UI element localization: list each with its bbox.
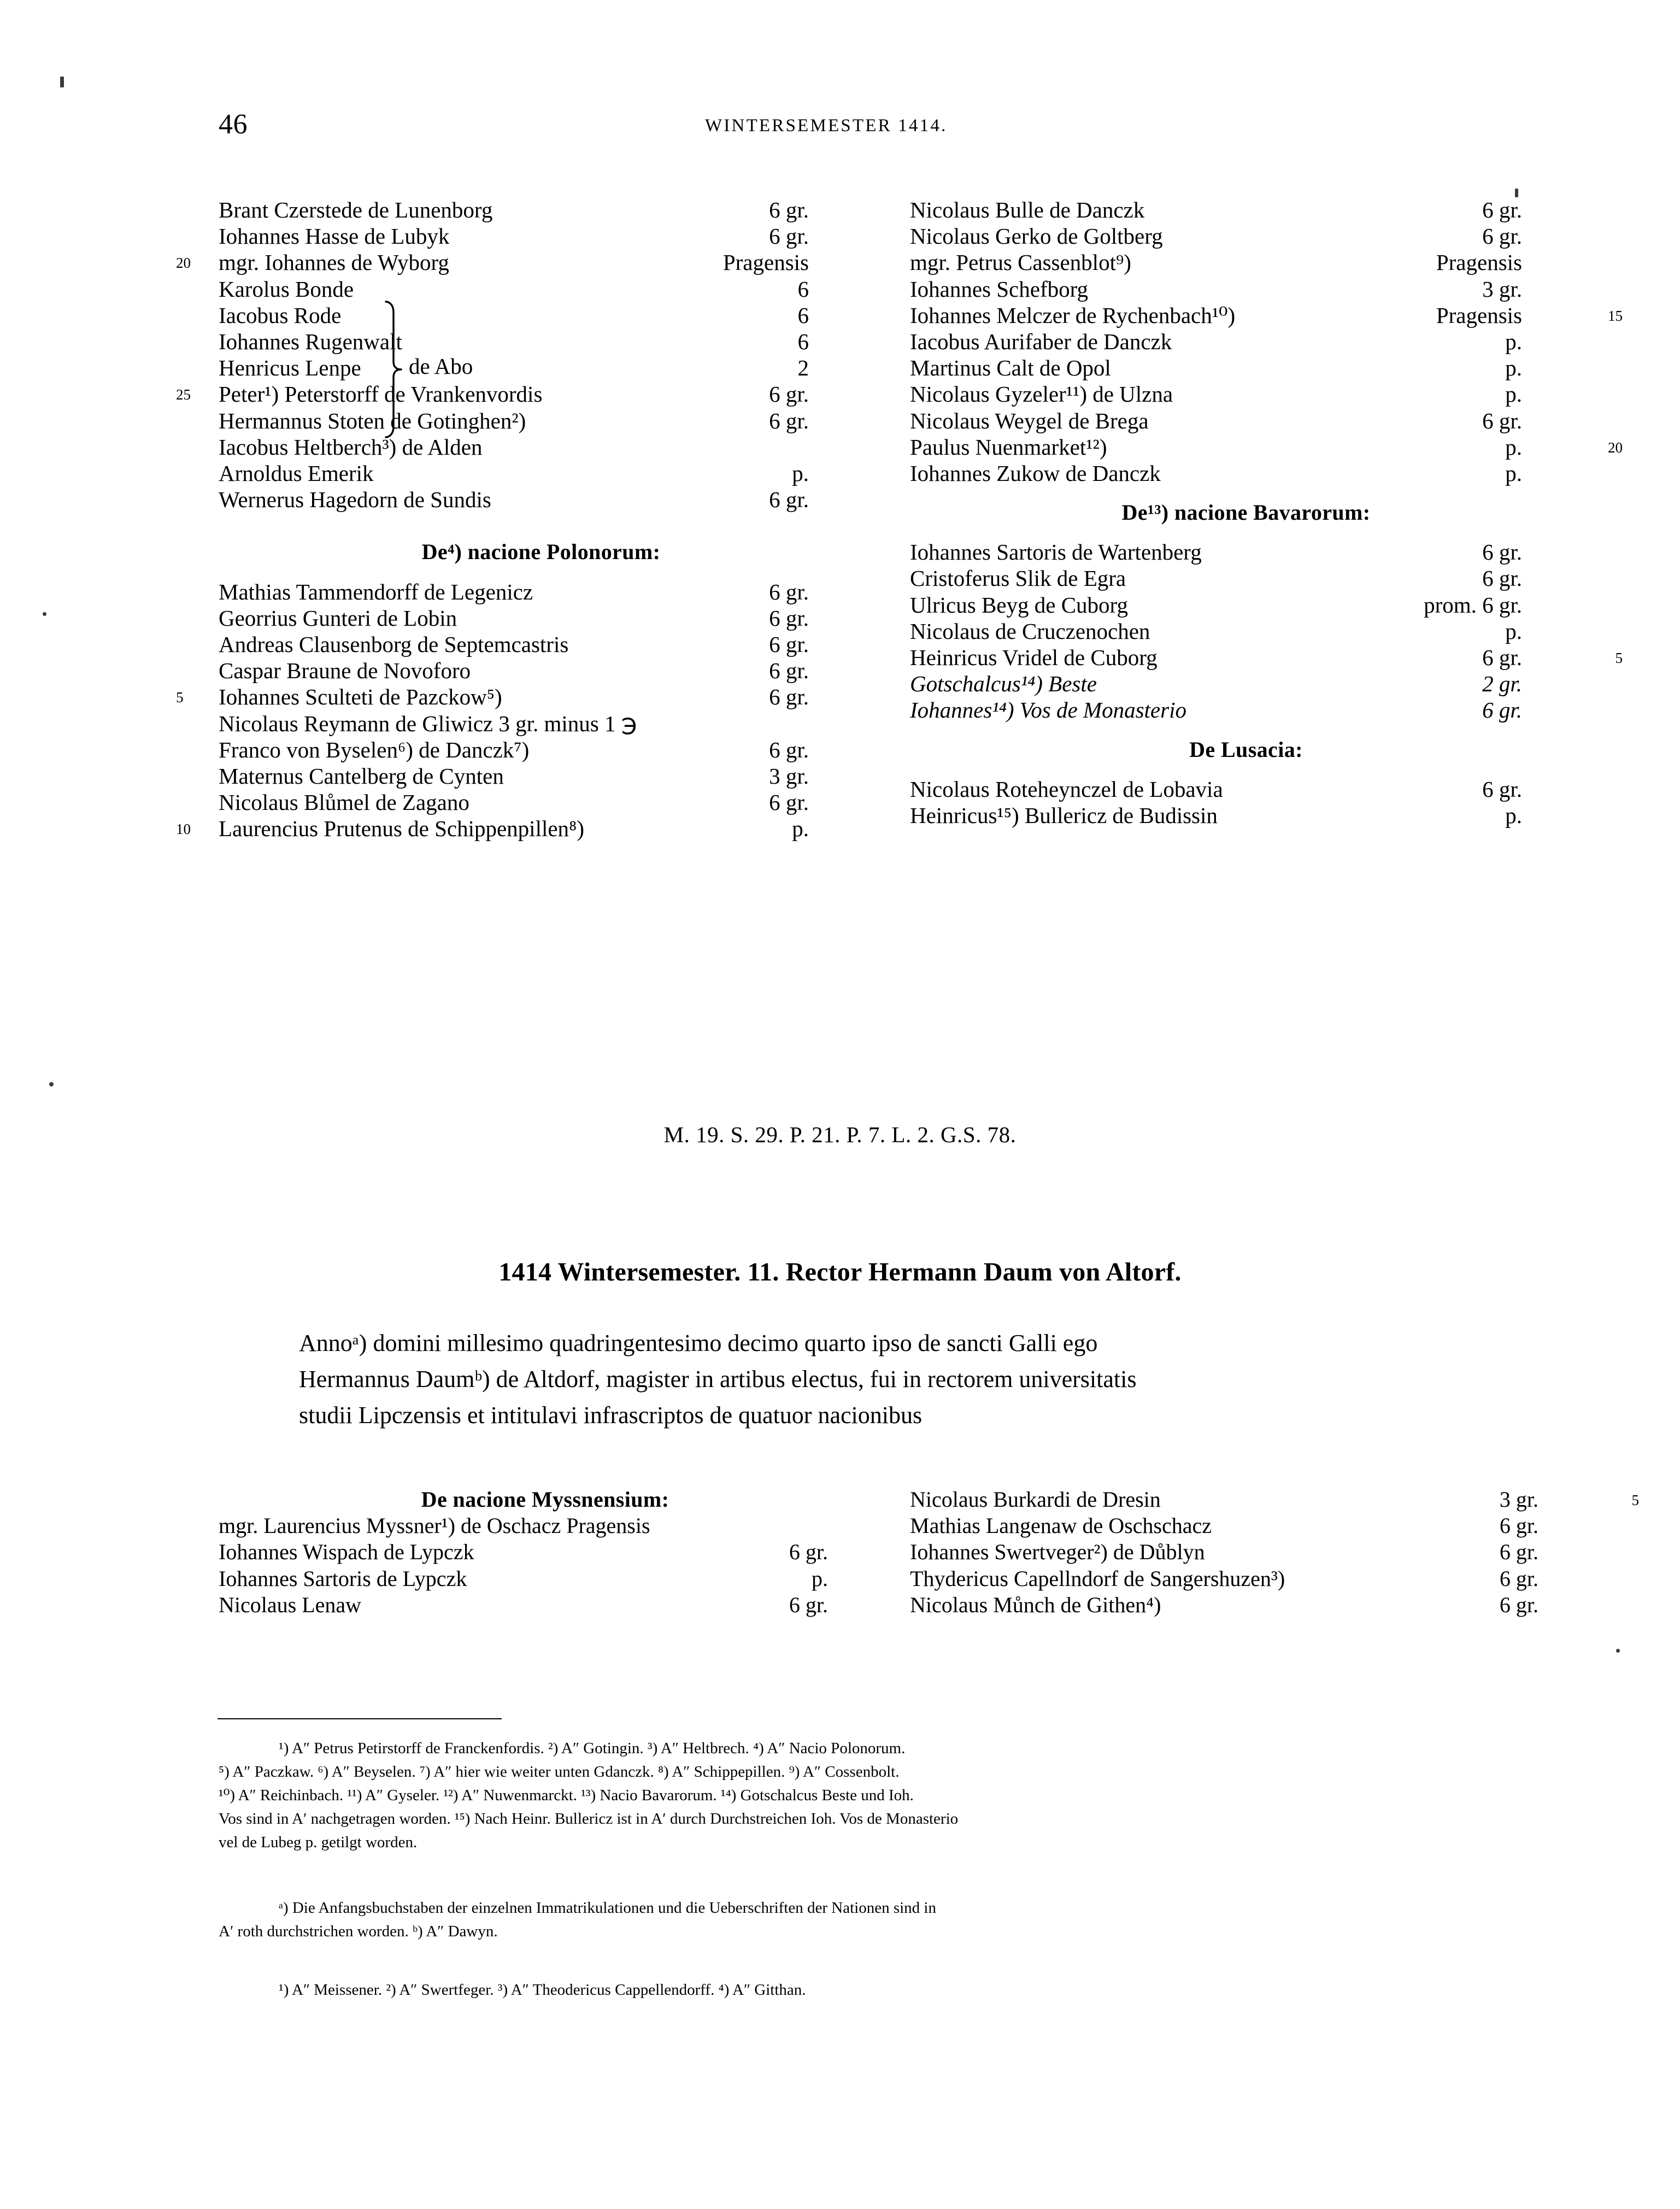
entry-name: Nicolaus Gyzeler¹¹) de Ulzna <box>910 381 1173 407</box>
entry-fee: 3 gr. <box>1499 1487 1538 1512</box>
entry-name: Iohannes Sartoris de Lypczk <box>219 1566 467 1591</box>
entry-name: mgr. Iohannes de Wyborg <box>219 250 449 275</box>
entry-name: Peter¹) Peterstorff de Vrankenvordis <box>219 381 543 407</box>
footnote-line: ¹) A″ Petrus Petirstorff de Franckenfordis. ²) A″ Gotingin. ³) A″ Heltbrech. ⁴) A″ Nacio Polonorum. <box>279 1740 906 1757</box>
entry-fee: 6 gr. <box>769 579 809 604</box>
entry-row <box>910 197 1582 223</box>
entry-row <box>910 539 1582 565</box>
entry-name: Arnoldus Emerik <box>219 460 374 486</box>
entry-row <box>910 1566 1599 1592</box>
entry-name: Nicolaus de Cruczenochen <box>910 618 1150 644</box>
entry-fee: 6 gr. <box>769 605 809 631</box>
entry-name: Brant Czerstede de Lunenborg <box>219 197 493 222</box>
entry-row <box>910 776 1582 802</box>
entry-name: Iohannes Hasse de Lubyk <box>219 224 450 249</box>
entry-name: Thydericus Capellndorf de Sangershuzen³) <box>910 1566 1285 1591</box>
entry-fee: 6 gr. <box>769 790 809 815</box>
entry-row <box>176 815 864 842</box>
line-number: 20 <box>176 255 191 272</box>
entry-fee: 6 gr. <box>1482 408 1522 433</box>
entry-row <box>910 434 1623 460</box>
running-title: WINTERSEMESTER 1414. <box>705 116 948 136</box>
entry-row <box>219 657 864 684</box>
entry-row <box>219 1513 872 1539</box>
entry-name: Iohannes Rugenwalt <box>219 328 402 354</box>
entry-row <box>910 328 1582 355</box>
entry-name: Ulricus Beyg de Cuborg <box>910 592 1128 618</box>
entry-row <box>910 1513 1599 1539</box>
entry-fee: 6 gr. <box>1482 539 1522 565</box>
section-title: 1414 Wintersemester. 11. Rector Hermann Daum von Altorf. <box>498 1258 1182 1286</box>
entry-name: Mathias Langenaw de Oschschacz <box>910 1513 1212 1538</box>
entry-row <box>176 381 864 407</box>
entry-row <box>219 460 864 486</box>
entry-fee: prom. 6 gr. <box>1424 592 1522 618</box>
entry-name: Nicolaus Reymann de Gliwicz 3 gr. minus 1 ℈ <box>219 710 637 736</box>
entry-name: Iacobus Rode <box>219 302 342 328</box>
entry-name: mgr. Laurencius Myssner¹) de Oschacz Pragensis <box>219 1513 650 1538</box>
entry-fee: p. <box>812 1566 828 1591</box>
entry-name: Maternus Cantelberg de Cynten <box>219 763 504 789</box>
entry-row <box>176 249 864 275</box>
entry-fee: 6 gr. <box>1482 776 1522 802</box>
footnote-line: ⁵) A″ Paczkaw. ⁶) A″ Beyselen. ⁷) A″ hier wie weiter unten Gdanczk. ⁸) A″ Schippepillen. ⁹) A″ Cossenbolt. <box>219 1763 900 1781</box>
entry-name: Nicolaus Blůmel de Zagano <box>219 790 469 815</box>
spacer <box>910 763 1582 776</box>
entry-row <box>219 486 864 513</box>
entry-name: Cristoferus Slik de Egra <box>910 566 1126 591</box>
entry-fee: p. <box>1505 460 1522 486</box>
entry-row <box>910 802 1582 829</box>
entry-name: Hermannus Stoten de Gotinghen²) <box>219 408 526 433</box>
entry-row <box>219 302 864 328</box>
footnotes-block-second-numbered <box>219 1978 1470 2002</box>
entry-name: Iohannes Sculteti de Pazckow⁵) <box>219 684 502 710</box>
entry-name: Iohannes Zukow de Danczk <box>910 460 1161 486</box>
entry-name: Nicolaus Roteheynczel de Lobavia <box>910 776 1223 802</box>
line-number: 15 <box>1608 307 1623 324</box>
entry-row <box>910 460 1582 486</box>
entry-name: Iohannes Sartoris de Wartenberg <box>910 539 1202 565</box>
entry-row <box>219 631 864 657</box>
entry-fee: 6 gr. <box>769 737 809 762</box>
entry-fee: p. <box>792 816 809 842</box>
entry-name: Iacobus Heltberch³) de Alden <box>219 434 483 460</box>
scan-speck <box>43 612 46 616</box>
entry-fee: p. <box>1505 802 1522 828</box>
entry-name: Iohannes¹⁴) Vos de Monasterio <box>910 697 1186 723</box>
section-heading-bavarorum: De¹³) nacione Bavarorum: <box>1121 500 1371 525</box>
entry-row <box>910 1539 1599 1565</box>
scan-speck <box>1616 1649 1620 1653</box>
entry-name: Nicolaus Gerko de Goltberg <box>910 224 1163 249</box>
entry-fee: p. <box>1505 381 1522 407</box>
spacer <box>219 513 864 539</box>
intro-line-2: Hermannus Daumᵇ) de Altdorf, magister in artibus electus, fui in rectorem universitatis <box>299 1366 1137 1393</box>
entry-fee: 2 <box>797 355 809 381</box>
entry-name: Nicolaus Můnch de Githen⁴) <box>910 1592 1161 1617</box>
footnote-line: vel de Lubeg p. getilgt worden. <box>219 1834 418 1851</box>
entry-fee: 3 gr. <box>769 763 809 789</box>
entry-row <box>910 697 1582 723</box>
myssnensium-left-column <box>219 1487 872 1618</box>
entry-row <box>910 1487 1639 1513</box>
entry-row <box>910 249 1582 275</box>
intro-line-3: studii Lipczensis et intitulavi infrascriptos de quatuor nacionibus <box>299 1402 923 1429</box>
entry-fee: p. <box>792 460 809 486</box>
entry-fee: 6 gr. <box>769 197 809 222</box>
entry-fee: Pragensis <box>1436 302 1522 328</box>
entry-row <box>910 671 1582 697</box>
entry-row <box>910 618 1582 644</box>
entry-name: Nicolaus Lenaw <box>219 1592 362 1617</box>
entry-fee: 3 gr. <box>1482 276 1522 302</box>
entry-fee: 6 gr. <box>769 381 809 407</box>
entry-fee: 6 <box>797 328 809 354</box>
entry-name: Iohannes Schefborg <box>910 276 1089 302</box>
intro-line-1: Annoᵃ) domini millesimo quadringentesimo decimo quarto ipso de sancti Galli ego <box>299 1330 1098 1356</box>
left-column <box>176 197 864 842</box>
entry-row <box>219 197 864 223</box>
entry-row <box>219 1566 872 1592</box>
line-number: 20 <box>1608 439 1623 456</box>
entry-fee: 6 gr. <box>769 632 809 657</box>
entry-row <box>219 737 864 763</box>
entry-row <box>219 1539 872 1565</box>
entry-name: Laurencius Prutenus de Schippenpillen⁸) <box>219 816 584 842</box>
entry-row <box>219 1592 872 1618</box>
entry-name: Heinricus Vridel de Cuborg <box>910 645 1158 670</box>
entry-fee: 6 gr. <box>769 658 809 684</box>
spacer <box>910 526 1582 539</box>
entry-name: Nicolaus Burkardi de Dresin <box>910 1487 1161 1512</box>
intro-paragraph <box>232 1325 1454 1434</box>
footnote-line: ¹) A″ Meissener. ²) A″ Swertfeger. ³) A″ Theodericus Cappellendorff. ⁴) A″ Gitthan. <box>279 1981 806 1999</box>
entry-fee: 6 gr. <box>1482 224 1522 249</box>
footnotes-block-lettered <box>219 1896 1470 1943</box>
entry-name: Karolus Bonde <box>219 276 354 302</box>
entry-fee: 6 gr. <box>1499 1592 1538 1617</box>
footnote-line: Vos sind in Aʹ nachgetragen worden. ¹⁵) Nach Heinr. Bullericz ist in Aʹ durch Durchstreichen Ioh. Vos de Monasterio <box>219 1810 959 1828</box>
entry-row <box>219 605 864 631</box>
entry-fee: 2 gr. <box>1482 671 1522 697</box>
entry-row <box>910 302 1623 328</box>
entry-fee: 6 <box>797 302 809 328</box>
entry-row <box>910 565 1582 591</box>
entry-fee: 6 <box>797 276 809 302</box>
entry-row <box>219 579 864 605</box>
entry-fee: 6 gr. <box>769 684 809 710</box>
section-heading-lusacia: De Lusacia: <box>1189 737 1303 762</box>
myssnensium-right-column <box>910 1487 1639 1618</box>
entry-name: Iacobus Aurifaber de Danczk <box>910 328 1172 354</box>
right-column <box>910 197 1623 829</box>
line-number: 25 <box>176 386 191 403</box>
entry-fee: 6 gr. <box>1482 197 1522 222</box>
entry-fee: p. <box>1505 328 1522 354</box>
entry-fee: p. <box>1505 434 1522 460</box>
entry-row <box>219 408 864 434</box>
entry-name: mgr. Petrus Cassenblot⁹) <box>910 250 1131 275</box>
spacer <box>910 724 1582 737</box>
scan-speck <box>1515 189 1518 197</box>
entry-fee: 6 gr. <box>1482 566 1522 591</box>
entry-row <box>219 328 864 355</box>
entry-row <box>219 434 864 460</box>
entry-name: Iohannes Swertveger²) de Důblyn <box>910 1540 1205 1565</box>
footnote-divider <box>218 1718 502 1719</box>
entry-row <box>910 223 1582 249</box>
brace-label: de Abo <box>409 354 473 379</box>
entry-fee: 6 gr. <box>1499 1540 1538 1565</box>
entry-name: Henricus Lenpe <box>219 355 361 381</box>
entry-fee: 6 gr. <box>1482 697 1522 723</box>
line-number: 5 <box>176 689 184 706</box>
entry-name: Nicolaus Weygel de Brega <box>910 408 1149 433</box>
entry-name: Caspar Braune de Novoforo <box>219 658 471 684</box>
page-number: 46 <box>219 109 248 140</box>
entry-name: Iohannes Melczer de Rychenbach¹⁰) <box>910 302 1236 328</box>
entry-fee: p. <box>1505 618 1522 644</box>
entry-fee: 6 gr. <box>789 1592 828 1617</box>
entry-row <box>219 789 864 815</box>
entry-name: Nicolaus Bulle de Danczk <box>910 197 1145 222</box>
running-head <box>0 108 1680 146</box>
entry-row <box>910 592 1582 618</box>
entry-fee: 6 gr. <box>789 1540 828 1565</box>
entry-fee: 6 gr. <box>769 224 809 249</box>
entry-row <box>910 381 1582 407</box>
entry-row <box>910 408 1582 434</box>
footnote-line: Aʹ roth durchstrichen worden. ᵇ) A″ Dawyn. <box>219 1923 498 1940</box>
entry-row <box>219 710 864 737</box>
entry-name: Paulus Nuenmarket¹²) <box>910 434 1107 460</box>
line-number: 5 <box>1631 1492 1639 1508</box>
entry-fee: Pragensis <box>1436 250 1522 275</box>
entry-name: Wernerus Hagedorn de Sundis <box>219 487 491 513</box>
footnote-line: ᵃ) Die Anfangsbuchstaben der einzelnen Immatrikulationen und die Ueberschriften der Nationen sind in <box>279 1899 936 1917</box>
scan-speck <box>49 1082 54 1086</box>
entry-row <box>910 355 1582 381</box>
entry-row <box>910 1592 1599 1618</box>
entry-fee: Pragensis <box>722 250 809 275</box>
spacer <box>910 486 1582 500</box>
entry-name: Iohannes Wispach de Lypczk <box>219 1540 474 1565</box>
entry-row <box>910 276 1582 302</box>
entry-fee: 6 gr. <box>769 487 809 513</box>
footnote-line: ¹⁰) A″ Reichinbach. ¹¹) A″ Gyseler. ¹²) A″ Nuwenmarckt. ¹³) Nacio Bavarorum. ¹⁴) Gotschalcus Beste und Ioh. <box>219 1787 914 1804</box>
entry-fee: p. <box>1505 355 1522 381</box>
entry-row <box>219 355 864 381</box>
entry-row <box>219 223 864 249</box>
entry-name: Gotschalcus¹⁴) Beste <box>910 671 1097 697</box>
entry-name: Heinricus¹⁵) Bullericz de Budissin <box>910 802 1218 828</box>
section-heading-polonorum: De⁴) nacione Polonorum: <box>421 539 661 565</box>
entry-fee: 6 gr. <box>1482 645 1522 670</box>
entry-name: Andreas Clausenborg de Septemcastris <box>219 632 569 657</box>
entry-name: Martinus Calt de Opol <box>910 355 1111 381</box>
entry-name: Franco von Byselen⁶) de Danczk⁷) <box>219 737 530 762</box>
line-number: 10 <box>176 821 191 838</box>
spacer <box>219 566 864 579</box>
entry-row <box>219 276 864 302</box>
entry-row <box>910 644 1623 671</box>
entry-row <box>176 684 864 710</box>
entry-fee: 6 gr. <box>769 408 809 433</box>
tally-summary: M. 19. S. 29. P. 21. P. 7. L. 2. G.S. 78. <box>663 1122 1017 1147</box>
entry-name: Mathias Tammendorff de Legenicz <box>219 579 533 604</box>
entry-row <box>219 763 864 789</box>
footnotes-block-numbered <box>219 1737 1470 1854</box>
entry-name: Georrius Gunteri de Lobin <box>219 605 457 631</box>
section-heading-myssnensium: De nacione Myssnensium: <box>421 1487 669 1512</box>
entry-fee: 6 gr. <box>1499 1513 1538 1538</box>
scan-speck <box>60 77 64 87</box>
line-number: 5 <box>1615 650 1623 666</box>
entry-fee: 6 gr. <box>1499 1566 1538 1591</box>
